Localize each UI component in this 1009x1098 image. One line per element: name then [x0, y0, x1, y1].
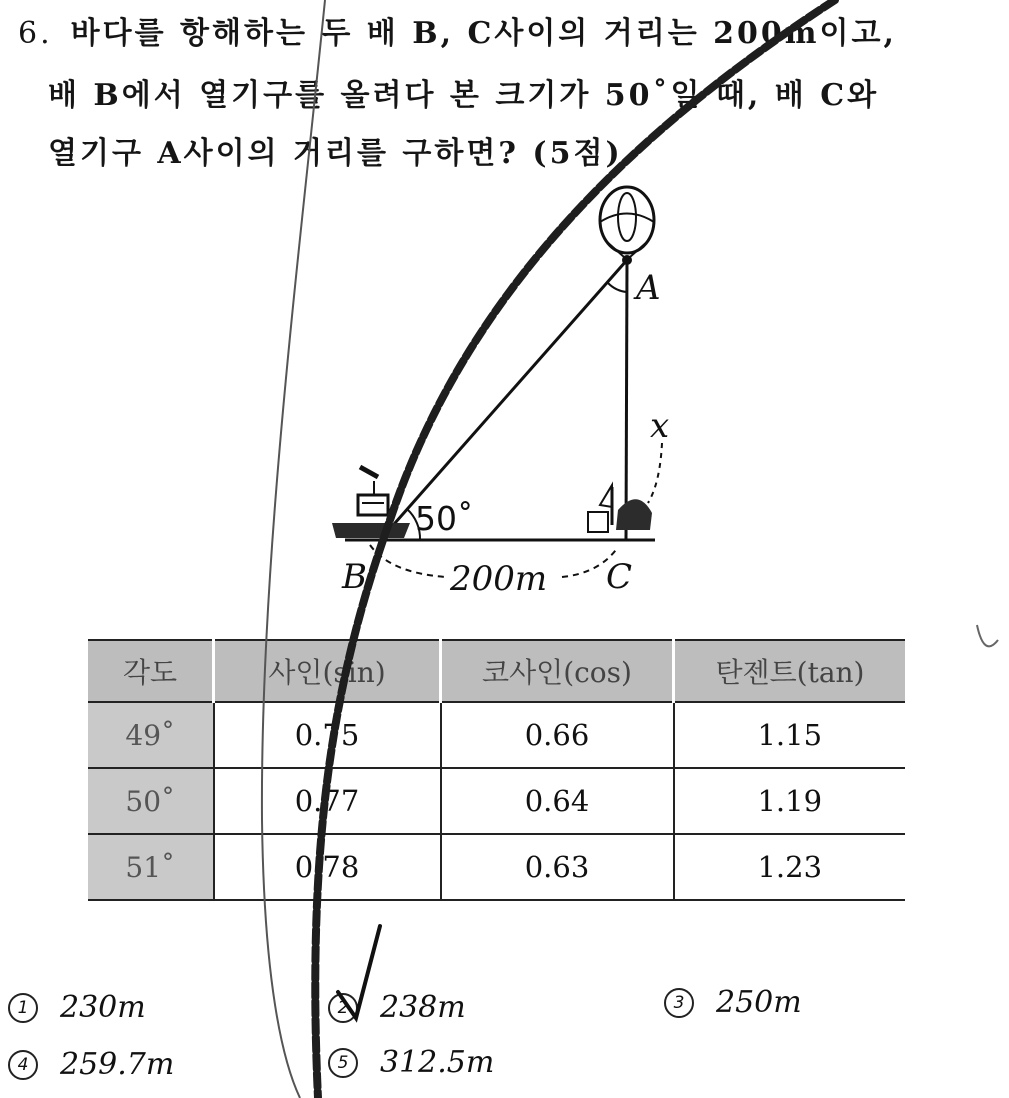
cell-angle: 51˚ [88, 834, 214, 900]
segment-ab [380, 260, 627, 540]
label-a: A [636, 268, 661, 308]
table-row [88, 834, 905, 900]
trig-table [88, 639, 905, 901]
ship-b-icon [332, 467, 410, 538]
answer-choice-5[interactable] [328, 1045, 494, 1080]
choice-text-2: 238m [380, 990, 466, 1025]
cell-cos: 0.66 [441, 702, 674, 768]
question-line-3: 열기구 A사이의 거리를 구하면? (5점) [48, 136, 623, 171]
label-x: x [650, 406, 670, 446]
header-angle: 각도 [88, 640, 214, 702]
trig-table-container [88, 639, 905, 901]
choice-number-1: 1 [8, 993, 38, 1023]
answer-choice-3[interactable] [664, 985, 802, 1020]
answer-choice-4[interactable] [8, 1047, 174, 1082]
cell-sin: 0.78 [214, 834, 441, 900]
choice-text-1: 230m [60, 990, 146, 1025]
table-header-row [88, 640, 905, 702]
question-number: 6. [18, 16, 53, 51]
label-b: B [342, 557, 367, 597]
choice-number-4: 4 [8, 1050, 38, 1080]
answer-choice-1[interactable] [8, 990, 146, 1025]
hot-air-balloon-icon [600, 187, 654, 265]
segment-ac [626, 260, 627, 540]
question-text-1: 바다를 항해하는 두 배 B, C사이의 거리는 200m이고, [70, 16, 897, 51]
table-row [88, 702, 905, 768]
cell-tan: 1.15 [674, 702, 906, 768]
question-line-2: 배 B에서 열기구를 올려다 본 크기가 50˚일 때, 배 C와 [48, 78, 880, 113]
cell-sin: 0.75 [214, 702, 441, 768]
cell-sin: 0.77 [214, 768, 441, 834]
choice-text-5: 312.5m [380, 1045, 495, 1080]
choice-text-3: 250m [716, 985, 802, 1020]
header-cos: 코사인(cos) [441, 640, 674, 702]
answer-choice-2[interactable] [328, 990, 466, 1025]
cell-tan: 1.19 [674, 768, 906, 834]
choice-text-4: 259.7m [60, 1047, 175, 1082]
cell-cos: 0.63 [441, 834, 674, 900]
table-row [88, 768, 905, 834]
question-line-1 [18, 8, 897, 52]
x-dashed-arc [648, 443, 662, 503]
label-c: C [606, 557, 633, 597]
choice-number-5: 5 [328, 1048, 358, 1078]
cell-cos: 0.64 [441, 768, 674, 834]
cell-tan: 1.23 [674, 834, 906, 900]
angle-label: 50˚ [415, 499, 474, 538]
header-sin: 사인(sin) [214, 640, 441, 702]
angle-arc-a [608, 283, 627, 292]
geometry-figure [300, 185, 720, 605]
header-tan: 탄젠트(tan) [674, 640, 906, 702]
figure-svg [300, 185, 720, 605]
distance-label: 200m [450, 559, 548, 599]
choice-number-2: 2 [328, 993, 358, 1023]
choice-number-3: 3 [664, 988, 694, 1018]
right-angle-mark [588, 512, 608, 532]
cell-angle: 49˚ [88, 702, 214, 768]
pen-mark-corner [977, 625, 998, 646]
cell-angle: 50˚ [88, 768, 214, 834]
